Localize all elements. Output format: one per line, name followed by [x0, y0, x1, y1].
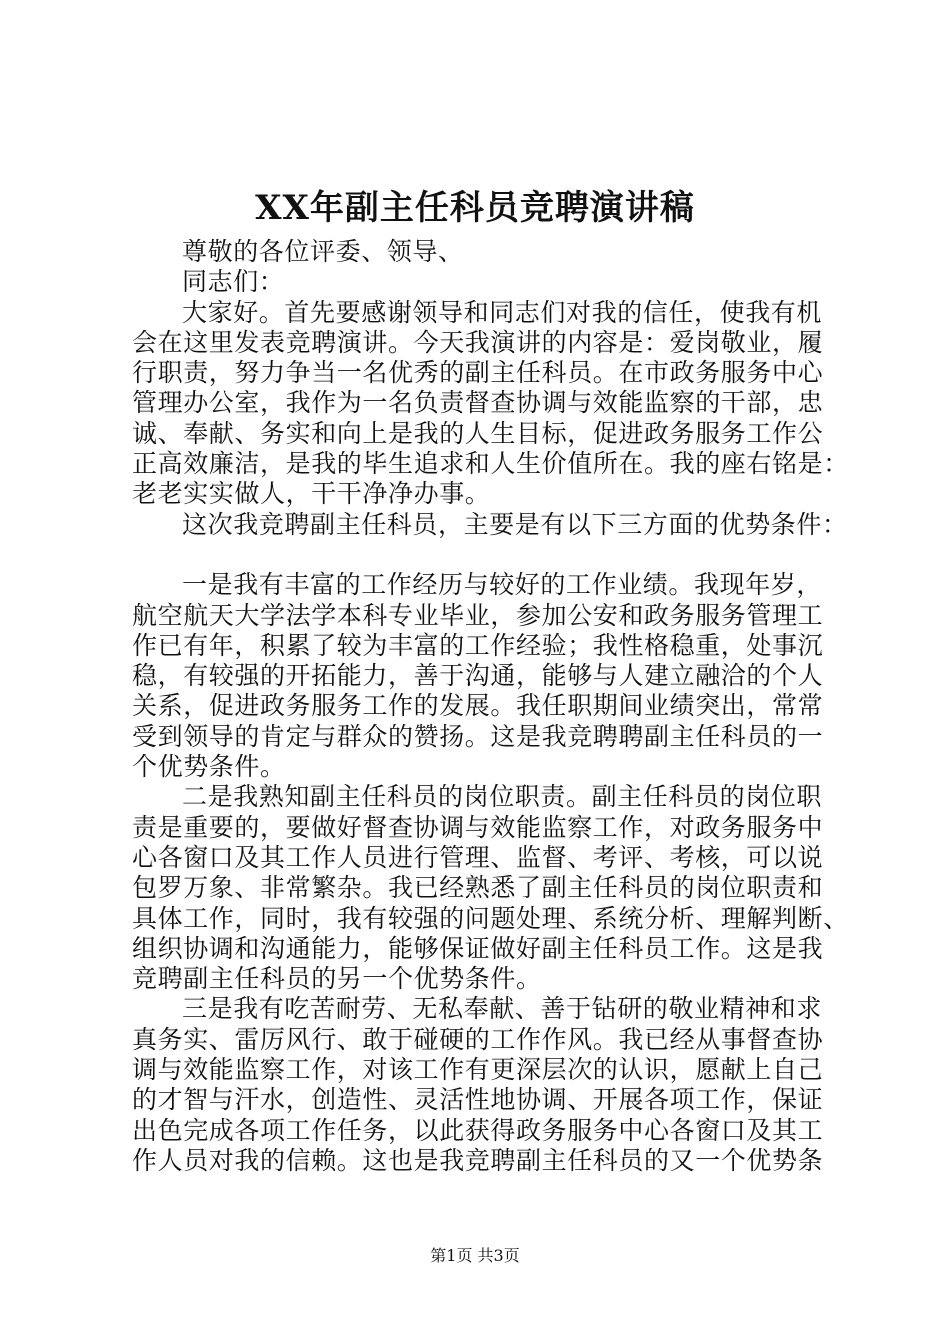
paragraph-line: 真务实、雷厉风行、敢于碰硬的工作作风。我已经从事督查协	[132, 1024, 824, 1054]
paragraph-line: 二是我熟知副主任科员的岗位职责。副主任科员的岗位职	[182, 782, 823, 812]
paragraph-line: 正高效廉洁，是我的毕生追求和人生价值所在。我的座右铭是：	[132, 449, 849, 479]
salutation-line: 同志们：	[182, 267, 285, 297]
paragraph-line: 具体工作，同时，我有较强的问题处理、系统分析、理解判断、	[132, 903, 849, 933]
page-footer: 第1页 共3页	[430, 1246, 520, 1265]
paragraph-line: 调与效能监察工作，对该工作有更深层次的认识，愿献上自己	[132, 1055, 824, 1085]
paragraph-line: 责是重要的，要做好督查协调与效能监察工作，对政务服务中	[132, 812, 824, 842]
paragraph-line: 三是我有吃苦耐劳、无私奉献、善于钻研的敬业精神和求	[182, 994, 823, 1024]
paragraph-line: 诚、奉献、务实和向上是我的人生目标，促进政务服务工作公	[132, 418, 824, 448]
paragraph-line: 组织协调和沟通能力，能够保证做好副主任科员工作。这是我	[132, 933, 824, 963]
paragraph-line: 的才智与汗水，创造性、灵活性地协调、开展各项工作，保证	[132, 1085, 824, 1115]
paragraph-line: 关系，促进政务服务工作的发展。我任职期间业绩突出，常常	[132, 691, 824, 721]
paragraph-line: 航空航天大学法学本科专业毕业，参加公安和政务服务管理工	[132, 600, 824, 630]
paragraph-line: 稳，有较强的开拓能力，善于沟通，能够与人建立融洽的个人	[132, 661, 824, 691]
document-title: XX年副主任科员竞聘演讲稿	[255, 188, 695, 228]
paragraph-line: 会在这里发表竞聘演讲。今天我演讲的内容是：爱岗敬业，履	[132, 327, 824, 357]
paragraph-line: 竞聘副主任科员的另一个优势条件。	[132, 964, 542, 994]
paragraph-line: 包罗万象、非常繁杂。我已经熟悉了副主任科员的岗位职责和	[132, 873, 824, 903]
paragraph-line: 受到领导的肯定与群众的赞扬。这是我竞聘聘副主任科员的一	[132, 721, 824, 751]
paragraph-line: 作已有年，积累了较为丰富的工作经验；我性格稳重，处事沉	[132, 630, 824, 660]
document-body	[132, 237, 849, 1176]
paragraph-line: 大家好。首先要感谢领导和同志们对我的信任，使我有机	[182, 297, 823, 327]
salutation-line: 尊敬的各位评委、领导、	[182, 237, 464, 266]
paragraph-line: 作人员对我的信赖。这也是我竞聘副主任科员的又一个优势条	[132, 1145, 824, 1175]
paragraph-line: 老老实实做人，干干净净办事。	[132, 479, 491, 509]
paragraph-line: 管理办公室，我作为一名负责督查协调与效能监察的干部，忠	[132, 388, 824, 418]
paragraph-line: 一是我有丰富的工作经历与较好的工作业绩。我现年岁，	[182, 570, 823, 600]
paragraph-line: 行职责，努力争当一名优秀的副主任科员。在市政务服务中心	[132, 358, 824, 388]
paragraph-spacer	[132, 540, 832, 570]
paragraph-line: 个优势条件。	[132, 752, 286, 782]
paragraph-line: 这次我竞聘副主任科员，主要是有以下三方面的优势条件：	[182, 509, 848, 539]
paragraph-line: 心各窗口及其工作人员进行管理、监督、考评、考核，可以说	[132, 842, 824, 872]
paragraph-line: 出色完成各项工作任务，以此获得政务服务中心各窗口及其工	[132, 1115, 824, 1145]
